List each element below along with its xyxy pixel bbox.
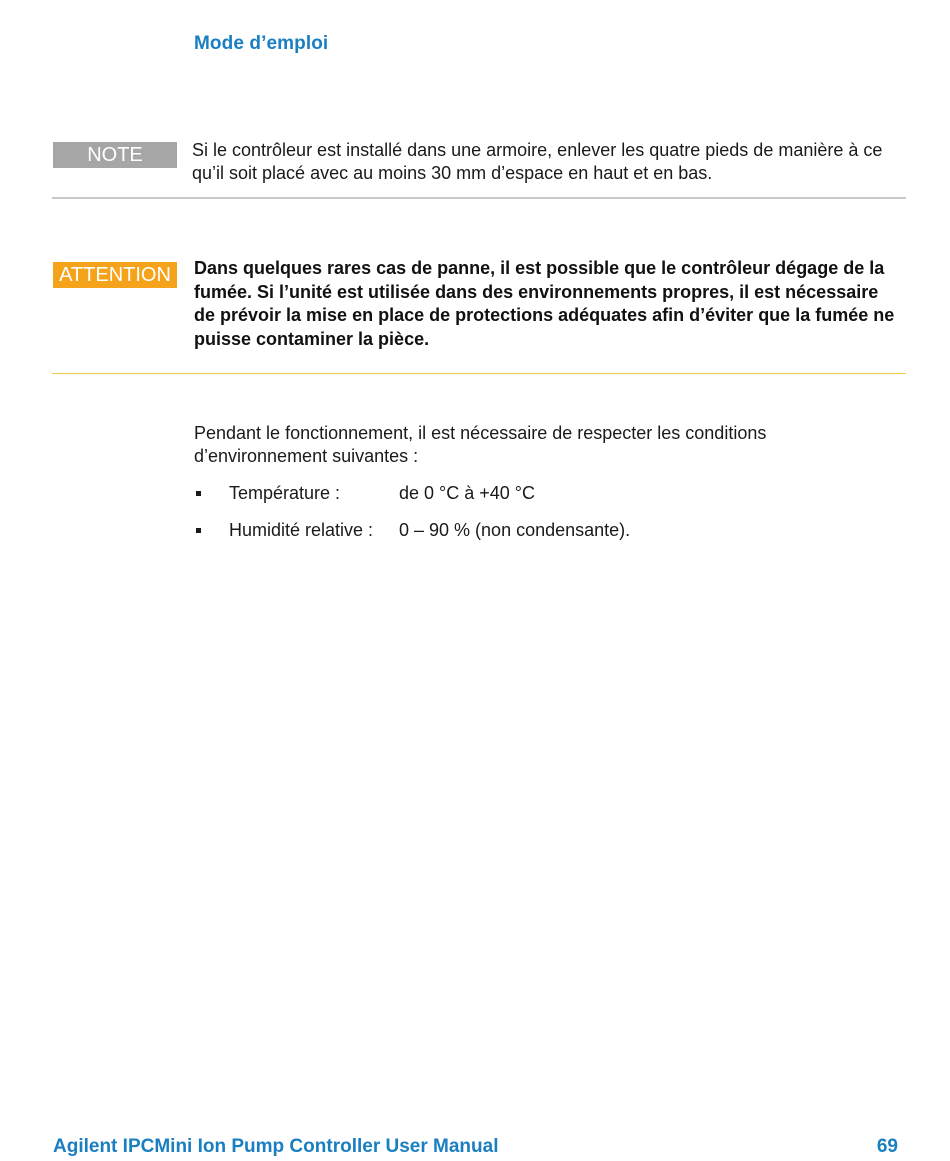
condition-value: 0 – 90 % (non condensante). — [399, 520, 631, 540]
section-header: Mode d’emploi — [194, 33, 329, 54]
environment-intro: Pendant le fonctionnement, il est nécessaire de respecter les conditions d’environnement suivantes : — [194, 423, 767, 466]
footer-manual-title: Agilent IPCMini Ion Pump Controller User Manual — [53, 1136, 499, 1157]
footer-page-number: 69 — [876, 1136, 898, 1157]
note-text: Si le contrôleur est installé dans une armoire, enlever les quatre pieds de manière à ce qu’il soit placé avec au moins 30 mm d’espace en haut et en bas. — [192, 140, 883, 183]
condition-label: Humidité relative : — [229, 520, 374, 540]
attention-text: Dans quelques rares cas de panne, il est possible que le contrôleur dégage de la fumée. Si l’unité est utilisée dans des environnements propres, il est nécessaire de prévoir la mise en place de protections adéquates afin d’éviter que la fumée ne puisse contaminer la pièce. — [194, 258, 895, 349]
attention-divider — [52, 373, 906, 374]
bullet-icon — [196, 491, 201, 496]
bullet-icon — [196, 528, 201, 533]
note-label: NOTE — [53, 142, 177, 168]
condition-value: de 0 °C à +40 °C — [399, 483, 535, 503]
note-divider — [52, 197, 906, 199]
condition-label: Température : — [229, 483, 341, 503]
attention-label: ATTENTION — [53, 262, 177, 288]
